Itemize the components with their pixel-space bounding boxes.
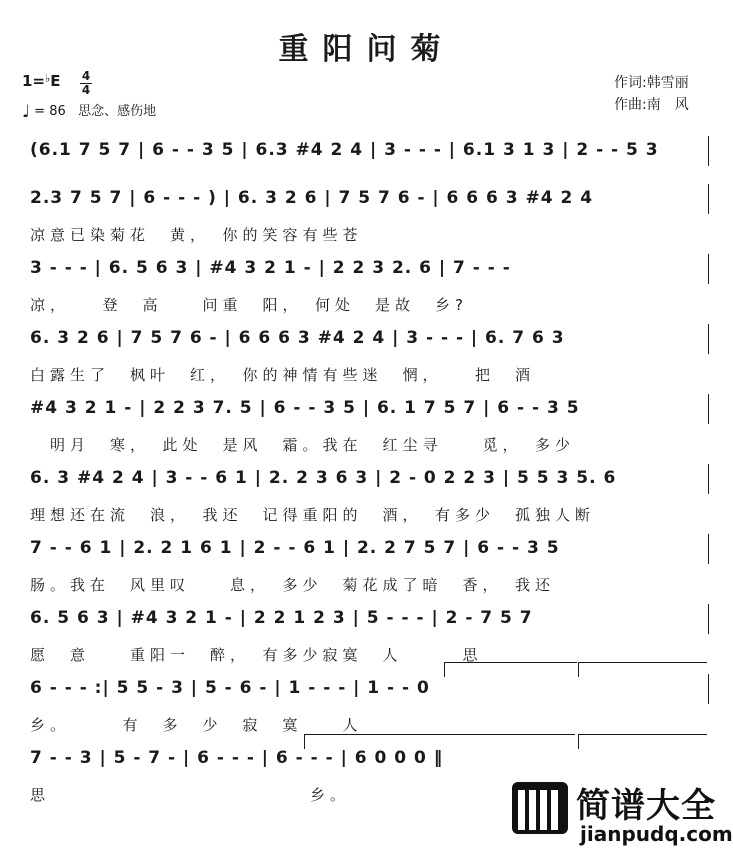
flat-symbol: ♭ [45,72,51,85]
quarter-note-icon: ♩ [22,102,31,122]
composer: 作曲:南 风 [614,97,689,113]
volta-bracket [578,662,707,677]
site-watermark [512,778,732,850]
barline [708,604,709,634]
barline [708,674,709,704]
score-system-5 [0,398,733,470]
lyricist: 作词:韩雪丽 [614,75,689,91]
score-system-2 [0,188,733,260]
score-system-4 [0,328,733,400]
volta-bracket [578,734,707,749]
barline [708,324,709,354]
lyrics-line: 思 乡。 [30,786,351,804]
lyrics-line: 白露生了 枫叶 红， 你的神情有些迷 惘， 把 酒 [30,366,536,384]
score-system-3 [0,258,733,330]
notes-line: 2.3 7 5 7 | 6 - - - ) | 6. 3 2 6 | 7 5 7 6 - | 6 6 6 3 #4 2 4 [30,188,594,208]
notes-line: 6 - - - :| 5 5 - 3 | 5 - 6 - | 1 - - - | 1 - - 0 [30,678,430,698]
barline [708,254,709,284]
watermark-text: 简谱大全 [576,786,716,826]
notes-line: 3 - - - | 6. 5 6 3 | #4 3 2 1 - | 2 2 3 2. 6 | 7 - - - [30,258,511,278]
barline [708,534,709,564]
piano-keys-icon [512,782,568,834]
key-prefix: 1= [22,72,46,90]
lyrics-line: 乡。 有 多 少 寂 寞 人 [30,716,363,734]
score-system-6 [0,468,733,540]
tempo-marking [22,100,156,122]
key-letter: E [50,72,61,90]
time-bottom: 4 [81,83,91,97]
lyrics-line: 愿 意 重阳一 醉， 有多少寂寞 人 思 [30,646,483,664]
lyrics-line: 理想还在流 浪， 我还 记得重阳的 酒， 有多少 孤独人断 [30,506,596,524]
score-system-7 [0,538,733,610]
notes-line: 6. 3 2 6 | 7 5 7 6 - | 6 6 6 3 #4 2 4 | 3 - - - | 6. 7 6 3 [30,328,565,348]
watermark-url: jianpudq.com [580,822,733,846]
notes-line: 7 - - 3 | 5 - 7 - | 6 - - - | 6 - - - | 6 0 0 0 ‖ [30,748,444,768]
notes-line: #4 3 2 1 - | 2 2 3 7. 5 | 6 - - 3 5 | 6. 1 7 5 7 | 6 - - 3 5 [30,398,580,418]
credits [614,72,689,116]
notes-line: 6. 3 #4 2 4 | 3 - - 6 1 | 2. 2 3 6 3 | 2 - 0 2 2 3 | 5 5 3 5. 6 [30,468,617,488]
notes-line: (6.1 7 5 7 | 6 - - 3 5 | 6.3 #4 2 4 | 3 - - - | 6.1 3 1 3 | 2 - - 5 3 [30,140,659,160]
barline [708,394,709,424]
lyrics-line: 凉意已染菊花 黄， 你的笑容有些苍 [30,226,363,244]
volta-bracket [304,734,575,749]
notes-line: 6. 5 6 3 | #4 3 2 1 - | 2 2 1 2 3 | 5 - - - | 2 - 7 5 7 [30,608,533,628]
barline [708,184,709,214]
notes-line: 7 - - 6 1 | 2. 2 1 6 1 | 2 - - 6 1 | 2. 2 7 5 7 | 6 - - 3 5 [30,538,560,558]
barline [708,464,709,494]
volta-bracket [444,662,577,677]
lyrics-line: 肠。我在 风里叹 息， 多少 菊花成了暗 香， 我还 [30,576,556,594]
key-signature [22,72,60,90]
expression-text: 思念、感伤地 [78,104,157,119]
song-title: 重阳问菊 [278,32,455,67]
lyrics-line: 明月 寒， 此处 是风 霜。我在 红尘寻 觅， 多少 [30,436,576,454]
tempo-value: = 86 [34,104,66,119]
lyrics-line: 凉， 登 高 问重 阳， 何处 是故 乡? [30,296,468,314]
barline [708,136,709,166]
time-signature [80,70,92,97]
time-top: 4 [81,69,91,83]
